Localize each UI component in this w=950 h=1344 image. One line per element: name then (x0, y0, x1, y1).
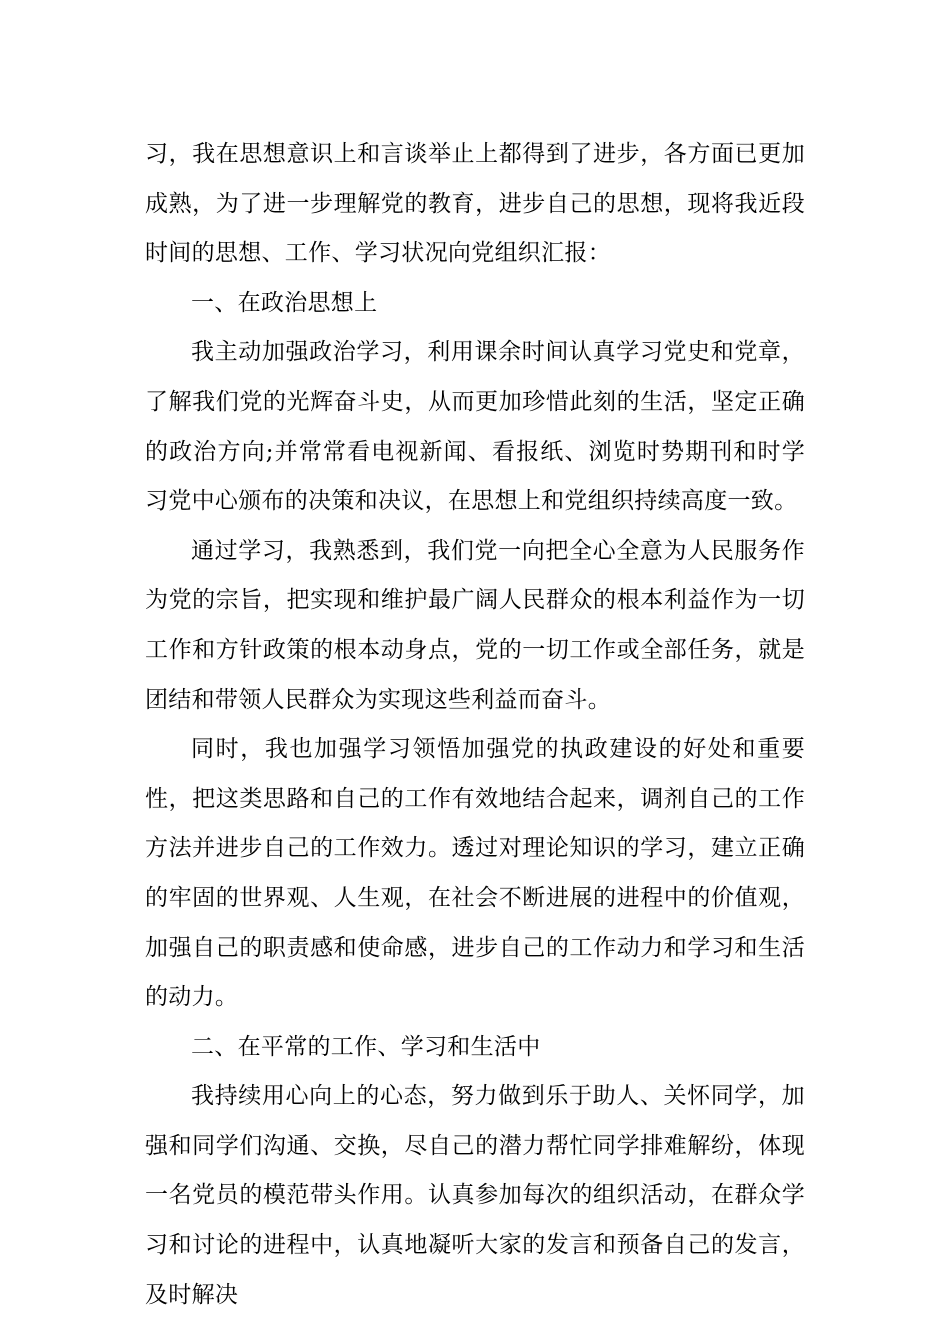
paragraph-continued: 习，我在思想意识上和言谈举止上都得到了进步，各方面已更加成熟，为了进一步理解党的教育，进步自己的思想，现将我近段时间的思想、工作、学习状况向党组织汇报： (145, 141, 805, 267)
paragraph-party-purpose: 通过学习，我熟悉到，我们党一向把全心全意为人民服务作为党的宗旨，把实现和维护最广阔人民群众的根本利益作为一切工作和方针政策的根本动身点，党的一切工作或全部任务，就是团结和带领人民群众为实现这些利益而奋斗。 (145, 537, 805, 713)
paragraph-helping-classmates: 我持续用心向上的心态，努力做到乐于助人、关怀同学，加强和同学们沟通、交换，尽自己的潜力帮忙同学排难解纷，体现一名党员的模范带头作用。认真参加每次的组织活动，在群众学习和讨论的进程中，认真地凝听大家的发言和预备自己的发言，及时解决 (145, 1083, 805, 1308)
section-heading-political-thought: 一、在政治思想上 (191, 289, 378, 316)
document-body (145, 130, 805, 1320)
paragraph-governance-study: 同时，我也加强学习领悟加强党的执政建设的好处和重要性，把这类思路和自己的工作有效地结合起来，调剂自己的工作方法并进步自己的工作效力。透过对理论知识的学习，建立正确的牢固的世界观、人生观，在社会不断进展的进程中的价值观，加强自己的职责感和使命感，进步自己的工作动力和学习和生活的动力。 (145, 736, 805, 1011)
paragraph-political-study: 我主动加强政治学习，利用课余时间认真学习党史和党章，了解我们党的光辉奋斗史，从而更加珍惜此刻的生活，坚定正确的政治方向;并常常看电视新闻、看报纸、浏览时势期刊和时学习党中心颁布的决策和决议，在思想上和党组织持续高度一致。 (145, 339, 805, 515)
section-heading-daily-work: 二、在平常的工作、学习和生活中 (191, 1033, 541, 1060)
